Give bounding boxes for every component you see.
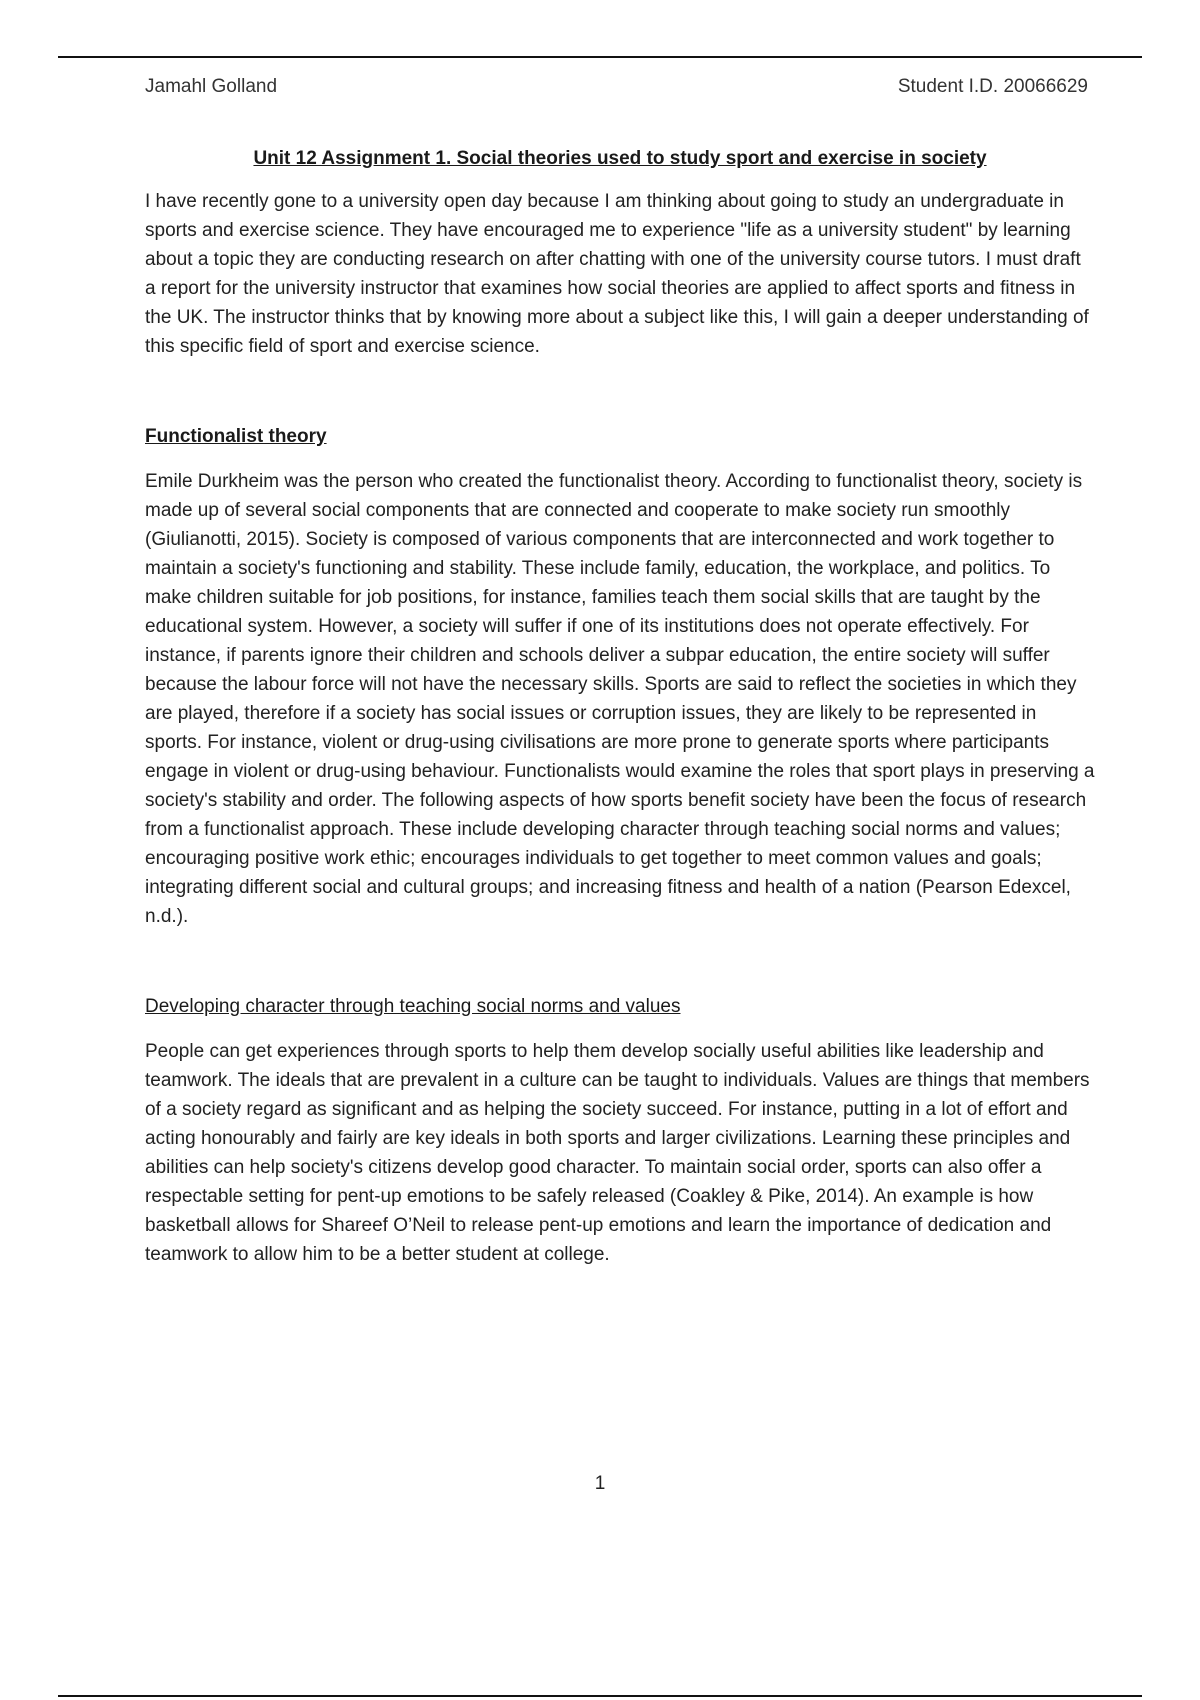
intro-paragraph: I have recently gone to a university open day because I am thinking about going to study an undergraduate in sports and exercise science. They have encouraged me to experience "life as a university student" by learning about a topic they are conducting research on after chatting with one of the university course tutors. I must draft a report for the university instructor that examines how social theories are applied to affect sports and fitness in the UK. The instructor thinks that by knowing more about a subject like this, I will gain a deeper understanding of this specific field of sport and exercise science. [145,191,1089,357]
author-name: Jamahl Golland [145,76,278,97]
document-title: Unit 12 Assignment 1. Social theories used to study sport and exercise in society [253,148,987,169]
spacer [145,931,1095,992]
section-heading-developing-character: Developing character through teaching social norms and values [145,996,681,1017]
spacer [145,361,1095,422]
student-id: Student I.D. 20066629 [897,76,1088,97]
section-body-developing-character: People can get experiences through sports to help them develop socially useful abilities like leadership and teamwork. The ideals that are prevalent in a culture can be taught to individuals. Values are things that members of a society regard as significant and as helping the society succeed. For instance, putting in a lot of effort and acting honourably and fairly are key ideals in both sports and larger civilizations. Learning these principles and abilities can help society's citizens develop good character. To maintain social order, sports can also offer a respectable setting for pent-up emotions to be safely released (Coakley & Pike, 2014). An example is how basketball allows for Shareef O’Neil to release pent-up emotions and learn the importance of dedication and teamwork to allow him to be a better student at college. [145,1041,1090,1265]
spacer [145,451,1095,467]
page-header [145,74,1088,100]
document-body [145,144,1095,1269]
section-heading-functionalist-theory: Functionalist theory [145,426,327,447]
section-body-functionalist-theory: Emile Durkheim was the person who created the functionalist theory. According to functionalist theory, society is made up of several social components that are connected and cooperate to make society run smoothly (Giulianotti, 2015). Society is composed of various components that are interconnected and work together to maintain a society's functioning and stability. These include family, education, the workplace, and politics. To make children suitable for job positions, for instance, families teach them social skills that are taught by the educational system. However, a society will suffer if one of its institutions does not operate effectively. For instance, if parents ignore their children and schools deliver a subpar education, the entire society will suffer because the labour force will not have the necessary skills. Sports are said to reflect the societies in which they are played, therefore if a society has social issues or corruption issues, they are likely to be represented in sports. For instance, violent or drug-using civilisations are more prone to generate sports where participants engage in violent or drug-using behaviour. Functionalists would examine the roles that sport plays in preserving a society's stability and order. The following aspects of how sports benefit society have been the focus of research from a functionalist approach. These include developing character through teaching social norms and values; encouraging positive work ethic; encourages individuals to get together to meet common values and goals; integrating different social and cultural groups; and increasing fitness and health of a nation (Pearson Edexcel, n.d.). [145,471,1095,927]
footer-rule [58,1695,1142,1697]
page-number: 1 [594,1473,606,1494]
header-rule [58,56,1142,58]
spacer [145,1021,1095,1037]
